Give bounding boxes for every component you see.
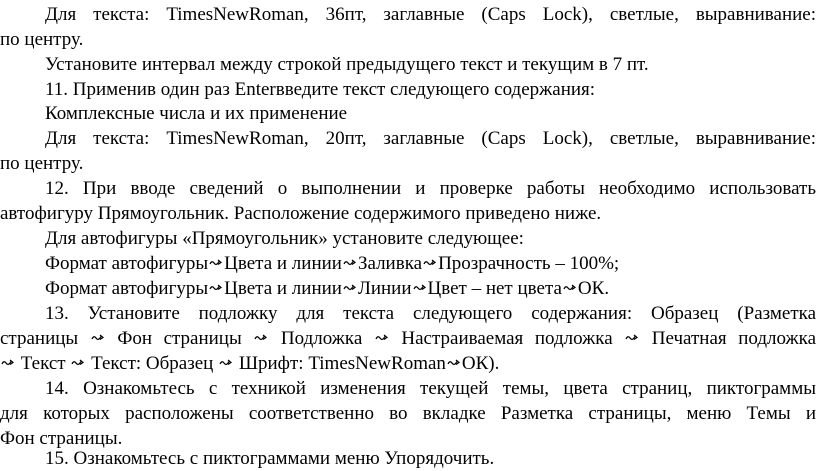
wave-arrow-icon <box>91 333 105 343</box>
menu-path-item: Печатная подложка <box>640 328 816 349</box>
menu-path-item: страницы <box>0 328 90 349</box>
wave-arrow-icon <box>413 283 427 293</box>
text-line: по центру. <box>0 29 84 50</box>
text-line: Для текста: TimesNewRoman, 20пт, заглавные (Caps Lock), светлые, выравнивание: <box>45 128 816 149</box>
menu-path-item: ОК. <box>577 278 610 299</box>
text-line: 15. Ознакомьтесь с пиктограммами меню Упорядочить. <box>45 448 495 469</box>
menu-path-item: Заливка <box>357 253 423 274</box>
wave-arrow-icon <box>1 358 15 368</box>
text-line: 14. Ознакомьтесь с техникой изменения текущей темы, цвета страниц, пиктограммы <box>45 378 816 399</box>
wave-arrow-icon <box>71 358 85 368</box>
text-line: Комплексные числа и их применение <box>45 103 348 124</box>
text-line: 13. Установите подложку для текста следующего содержания: Образец (Разметка <box>45 303 816 324</box>
menu-path-item: Подложка <box>269 328 374 349</box>
text-line: Для автофигуры «Прямоугольник» установите следующее: <box>45 228 524 249</box>
menu-path-item: Цвета и линии <box>224 278 342 299</box>
wave-arrow-icon <box>254 333 268 343</box>
wave-arrow-icon <box>563 283 577 293</box>
text-line: 12. При вводе сведений о выполнении и проверке работы необходимо использовать <box>45 178 816 199</box>
text-line: по центру. <box>0 153 84 174</box>
text-line: автофигуру Прямоугольник. Расположение содержимого приведено ниже. <box>0 203 602 224</box>
menu-path-line <box>0 326 816 351</box>
wave-arrow-icon <box>423 258 437 268</box>
menu-path-item: ОК). <box>461 353 500 374</box>
menu-path-item: Цвет – нет цвета <box>427 278 562 299</box>
wave-arrow-icon <box>375 333 389 343</box>
wave-arrow-icon <box>219 358 233 368</box>
wave-arrow-icon <box>343 258 357 268</box>
text-line: Установите интервал между строкой предыдущего текст и текущим в 7 пт. <box>45 54 649 75</box>
wave-arrow-icon <box>625 333 639 343</box>
menu-path-item: Текст <box>16 353 71 374</box>
menu-path-line <box>0 276 816 301</box>
text-line: Для текста: TimesNewRoman, 36пт, заглавные (Caps Lock), светлые, выравнивание: <box>45 4 816 25</box>
menu-path-item: Настраиваемая подложка <box>389 328 625 349</box>
menu-path-item: Фон страницы <box>105 328 254 349</box>
menu-path-item: Линии <box>357 278 412 299</box>
menu-path-item: Цвета и линии <box>224 253 342 274</box>
menu-path-item: Текст: Образец <box>86 353 219 374</box>
text-line: для которых расположены соответственно во вкладке Разметка страницы, меню Темы и <box>0 403 816 424</box>
menu-path-item: Шрифт: TimesNewRoman <box>234 353 446 374</box>
wave-arrow-icon <box>447 358 461 368</box>
menu-path-line <box>0 351 816 376</box>
menu-path-item: Формат автофигуры <box>45 278 209 299</box>
wave-arrow-icon <box>343 283 357 293</box>
menu-path-item: Формат автофигуры <box>45 253 209 274</box>
wave-arrow-icon <box>209 283 223 293</box>
text-line: 11. Применив один раз Enterвведите текст следующего содержания: <box>45 79 596 100</box>
menu-path-item: Прозрачность – 100%; <box>438 253 620 274</box>
text-line: Фон страницы. <box>0 428 123 449</box>
wave-arrow-icon <box>209 258 223 268</box>
menu-path-line <box>0 251 816 276</box>
